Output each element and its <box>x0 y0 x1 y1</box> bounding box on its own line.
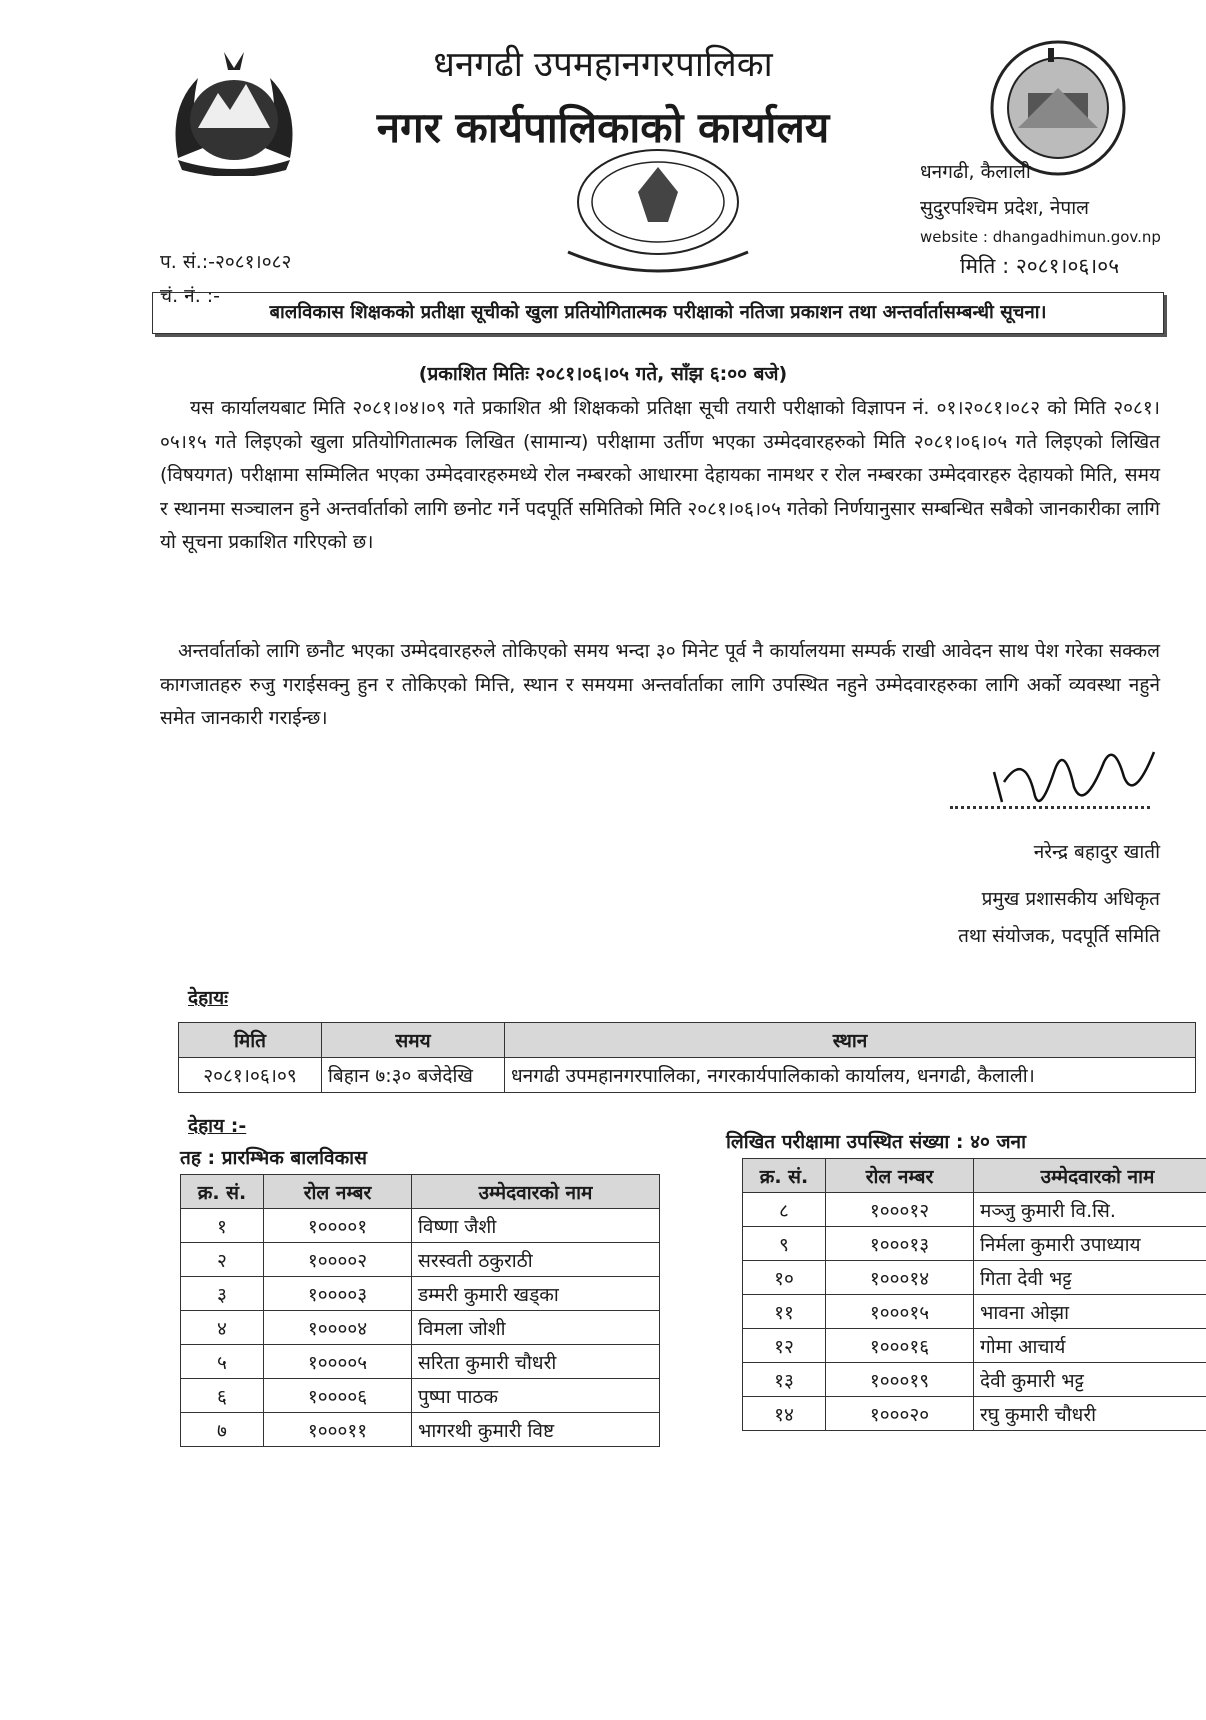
table-header-row <box>743 1159 1206 1193</box>
name-cell: पुष्पा पाठक <box>412 1379 660 1413</box>
roll-cell: १००००१ <box>264 1209 412 1243</box>
signature-line <box>950 806 1150 809</box>
table-row <box>181 1243 660 1277</box>
roll-cell: १००००४ <box>264 1311 412 1345</box>
column-header-roll: रोल नम्बर <box>826 1159 974 1193</box>
signatory-title: प्रमुख प्रशासकीय अधिकृत <box>981 888 1160 910</box>
table-row <box>181 1345 660 1379</box>
roll-cell: १०००१४ <box>826 1261 974 1295</box>
table-row <box>743 1193 1206 1227</box>
office-name: नगर कार्यपालिकाको कार्यालय <box>376 103 830 152</box>
schedule-table <box>178 1022 1196 1093</box>
serial-cell: ४ <box>181 1311 264 1345</box>
serial-cell: ६ <box>181 1379 264 1413</box>
name-cell: निर्मला कुमारी उपाध्याय <box>974 1227 1206 1261</box>
table-row <box>743 1363 1206 1397</box>
attendance-count: लिखित परीक्षामा उपस्थित संख्या : ४० जना <box>726 1131 1027 1153</box>
office-stamp-icon <box>548 132 768 282</box>
name-cell: गिता देवी भट्ट <box>974 1261 1206 1295</box>
name-cell: सरिता कुमारी चौधरी <box>412 1345 660 1379</box>
roll-cell: १०००११ <box>264 1413 412 1447</box>
serial-cell: ९ <box>743 1227 826 1261</box>
table-row <box>181 1311 660 1345</box>
candidate-table-right <box>742 1158 1206 1431</box>
roll-cell: १०००१३ <box>826 1227 974 1261</box>
serial-cell: ११ <box>743 1295 826 1329</box>
signature-icon <box>984 732 1164 827</box>
roll-cell: १००००५ <box>264 1345 412 1379</box>
roll-cell: १००००२ <box>264 1243 412 1277</box>
table-row <box>181 1413 660 1447</box>
dispatch-number: चं. नं. :- <box>160 285 221 307</box>
notice-subject: बालविकास शिक्षकको प्रतीक्षा सूचीको खुला प्रतियोगितात्मक परीक्षाको नतिजा प्रकाशन तथा अन्तर्वार्तासम्बन्धी सूचना। <box>152 292 1164 334</box>
roll-cell: १००००६ <box>264 1379 412 1413</box>
name-cell: सरस्वती ठकुराठी <box>412 1243 660 1277</box>
roll-cell: १०००१९ <box>826 1363 974 1397</box>
table-header-row <box>179 1023 1196 1058</box>
name-cell: विष्णा जैशी <box>412 1209 660 1243</box>
notice-date: मिति : २०८१।०६।०५ <box>960 254 1120 278</box>
table-row <box>743 1227 1206 1261</box>
website: website : dhangadhimun.gov.np <box>920 228 1161 246</box>
column-header-name: उम्मेदवारको नाम <box>974 1159 1206 1193</box>
column-header-date: मिति <box>179 1023 322 1058</box>
serial-cell: १३ <box>743 1363 826 1397</box>
table-row <box>181 1277 660 1311</box>
table-row <box>743 1261 1206 1295</box>
name-cell: डम्मरी कुमारी खड्का <box>412 1277 660 1311</box>
roll-cell: १०००२० <box>826 1397 974 1431</box>
notice-paragraph-1: यस कार्यालयबाट मिति २०८१।०४।०९ गते प्रकाशित श्री शिक्षकको प्रतिक्षा सूची तयारी परीक्षाको विज्ञापन नं. ०१।२०८१।०८२ को मिति २०८१।०५।१५ गते लिइएको खुला प्रतियोगितात्मक लिखित (सामान्य) परीक्षामा उर्तीण भएका उम्मेदवारहरुको मिति २०८१।०६।०५ गते लिइएको लिखित (विषयगत) परीक्षामा सम्मिलित भएका उम्मेदवारहरुमध्ये रोल नम्बरको आधारमा देहायका नामथर र रोल नम्बरका उम्मेदवारहरु देहायको मिति, समय र स्थानमा सञ्चालन हुने अन्तर्वार्ताको लागि छनोट गर्ने पदपूर्ति समितिको मिति २०८१।०६।०५ गतेको निर्णयानुसार सम्बन्धित सबैको जानकारीका लागि यो सूचना प्रकाशित गरिएको छ। <box>160 397 1160 553</box>
serial-cell: २ <box>181 1243 264 1277</box>
address-line-1: धनगढी, कैलाली <box>920 161 1031 183</box>
column-header-roll: रोल नम्बर <box>264 1175 412 1209</box>
name-cell: मञ्जु कुमारी वि.सि. <box>974 1193 1206 1227</box>
candidates-heading: देहाय :- <box>188 1115 247 1137</box>
roll-cell: १०००१५ <box>826 1295 974 1329</box>
serial-cell: ३ <box>181 1277 264 1311</box>
schedule-venue: धनगढी उपमहानगरपालिका, नगरकार्यपालिकाको कार्यालय, धनगढी, कैलाली। <box>505 1058 1196 1093</box>
reference-number: प. सं.:-२०८१।०८२ <box>160 251 292 273</box>
table-row <box>181 1209 660 1243</box>
roll-cell: १००००३ <box>264 1277 412 1311</box>
published-date: (प्रकाशित मितिः २०८१।०६।०५ गते, साँझ ६:०० बजे) <box>418 363 788 385</box>
serial-cell: १२ <box>743 1329 826 1363</box>
name-cell: भागरथी कुमारी विष्ट <box>412 1413 660 1447</box>
name-cell: रघु कुमारी चौधरी <box>974 1397 1206 1431</box>
schedule-time: बिहान ७:३० बजेदेखि <box>322 1058 505 1093</box>
name-cell: भावना ओझा <box>974 1295 1206 1329</box>
roll-cell: १०००१६ <box>826 1329 974 1363</box>
column-header-name: उम्मेदवारको नाम <box>412 1175 660 1209</box>
column-header-serial: क्र. सं. <box>181 1175 264 1209</box>
signatory-name: नरेन्द्र बहादुर खाती <box>1033 841 1160 863</box>
candidate-table-left <box>180 1174 660 1447</box>
column-header-serial: क्र. सं. <box>743 1159 826 1193</box>
table-row <box>179 1058 1196 1093</box>
table-row <box>743 1397 1206 1431</box>
serial-cell: १ <box>181 1209 264 1243</box>
roll-cell: १०००१२ <box>826 1193 974 1227</box>
serial-cell: ५ <box>181 1345 264 1379</box>
serial-cell: १४ <box>743 1397 826 1431</box>
name-cell: देवी कुमारी भट्ट <box>974 1363 1206 1397</box>
table-row <box>743 1329 1206 1363</box>
name-cell: गोमा आचार्य <box>974 1329 1206 1363</box>
address-line-2: सुदुरपश्चिम प्रदेश, नेपाल <box>920 197 1089 219</box>
column-header-venue: स्थान <box>505 1023 1196 1058</box>
table-row <box>181 1379 660 1413</box>
table-row <box>743 1295 1206 1329</box>
level-label: तह : प्रारम्भिक बालविकास <box>180 1147 367 1169</box>
serial-cell: ७ <box>181 1413 264 1447</box>
schedule-heading: देहायः <box>188 987 228 1009</box>
signatory-role: तथा संयोजक, पदपूर्ति समिति <box>958 925 1160 947</box>
serial-cell: १० <box>743 1261 826 1295</box>
schedule-date: २०८१।०६।०९ <box>179 1058 322 1093</box>
notice-paragraph-2: अन्तर्वार्ताको लागि छनौट भएका उम्मेदवारहरुले तोकिएको समय भन्दा ३० मिनेट पूर्व नै कार्यालयमा सम्पर्क राखी आवेदन साथ पेश गरेका सक्कल कागजातहरु रुजु गराईसक्नु हुन र तोकिएको मित्ति, स्थान र समयमा अन्तर्वार्ताका लागि उपस्थित नहुने उम्मेदवारहरुका लागि अर्को व्यवस्था नहुने समेत जानकारी गराईन्छ। <box>160 640 1160 729</box>
serial-cell: ८ <box>743 1193 826 1227</box>
municipality-name: धनगढी उपमहानगरपालिका <box>433 45 773 85</box>
column-header-time: समय <box>322 1023 505 1058</box>
name-cell: विमला जोशी <box>412 1311 660 1345</box>
table-header-row <box>181 1175 660 1209</box>
